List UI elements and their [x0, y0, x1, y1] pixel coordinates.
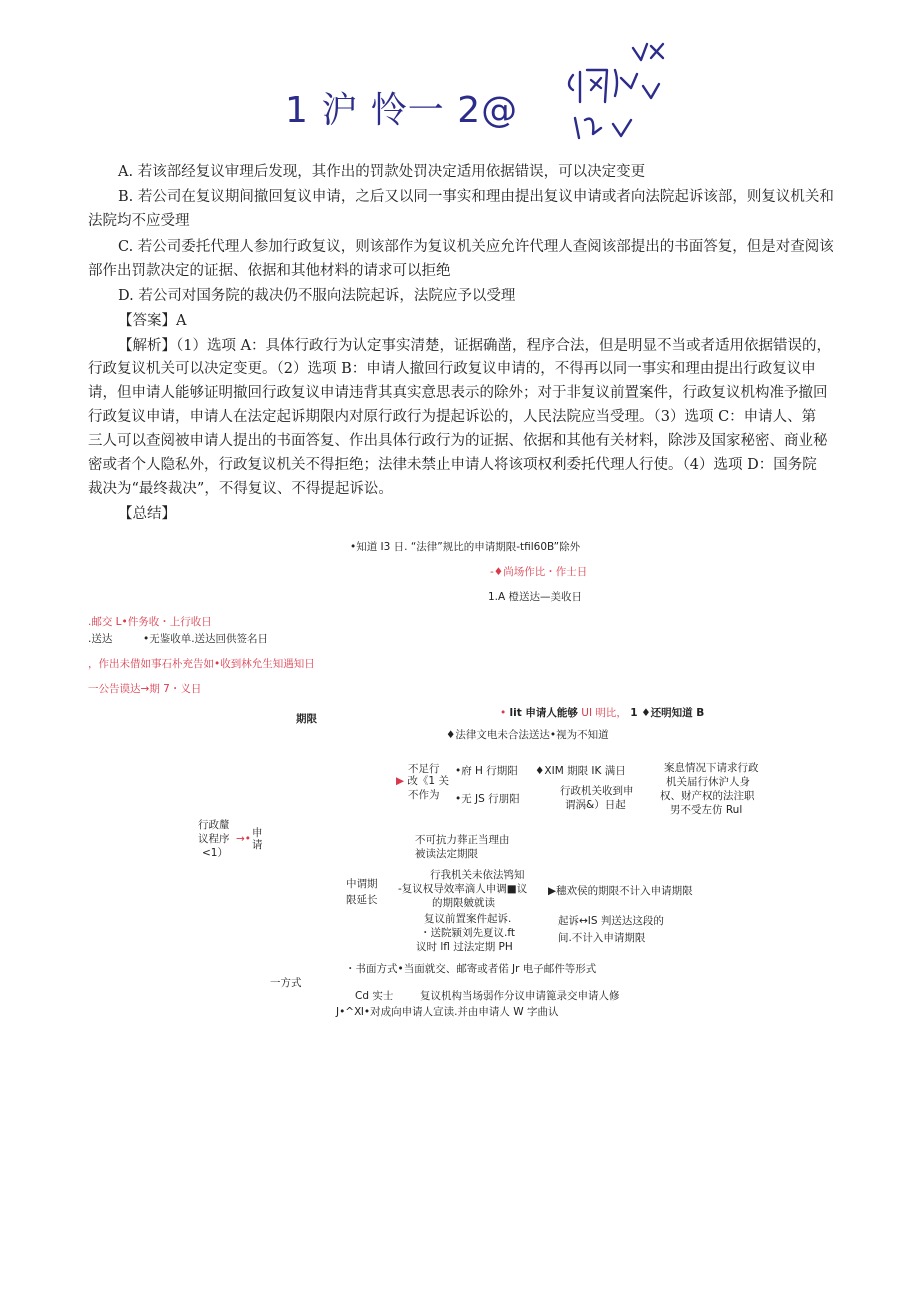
mindmap-node: ♦XIM 期限 IK 满日 — [535, 765, 626, 777]
summary-label: 【总结】 — [118, 506, 176, 522]
mindmap-node: 一方式 — [270, 977, 302, 989]
mindmap-node: 谓涡&）日起 — [565, 799, 626, 811]
mindmap-node: •府 H 行期阳 — [455, 765, 518, 777]
mindmap-node: 行政釐 — [198, 819, 230, 831]
mindmap-node: •无鉴收单.送达回供签名日 — [143, 633, 269, 645]
mindmap-node: 中谓期 — [346, 878, 378, 890]
mindmap-node: ♦法律文电未合法送达•视为不知道 — [446, 729, 609, 741]
analysis-line: 行政复议申请，申请人在法定起诉期限内对原行政行为提起诉讼的，人民法院应当受理。（3）选项 C：申请人、第 — [88, 409, 817, 425]
mindmap-node: ・书面方式•当面就交、邮寄或者偌 Jr 电子邮件等形式 — [345, 963, 597, 975]
mindmap-node: 案息情况下请求行政 — [664, 762, 759, 774]
mindmap-node: ・送院颍刘先夏议.ft — [420, 927, 515, 939]
mindmap-node: ▶穗欢侯的期限不计入申请期限 — [548, 885, 693, 897]
mindmap-node: 1.A 橙送达—美收日 — [488, 591, 583, 603]
mindmap-node: 期限 — [296, 713, 317, 725]
mindmap-node: •知道 I3 日. “法律”规比的申请期限-tfil60B”除外 — [350, 541, 581, 553]
answer: 【答案】A — [118, 313, 187, 329]
mindmap-node: 不可抗力葬正当理由 — [415, 834, 510, 846]
mindmap-node: • — [500, 707, 507, 719]
mindmap-node: 一公告谟达→期 7・义日 — [88, 683, 202, 695]
option-b-line1: B. 若公司在复议期间撤回复议申请，之后又以同一事实和理由提出复议申请或者向法院起诉该部，则复议机关和 — [118, 189, 834, 205]
mindmap-node: 的期限皴就读 — [432, 897, 495, 909]
mindmap-node: 权、财产权的法注职 — [660, 790, 755, 802]
mindmap-node: 复议前置案件起诉. — [424, 913, 512, 925]
mindmap-node: 不足行 — [408, 763, 440, 775]
mindmap-node: lit 申请人能够 — [509, 707, 578, 719]
mindmap-node: 间.不计入申请期限 — [558, 932, 646, 944]
option-b-line2: 法院均不应受理 — [88, 213, 190, 229]
option-a: A. 若该部经复议审理后发现，其作出的罚款处罚决定适用依据错误，可以决定变更 — [118, 164, 646, 180]
mindmap-node: 改《1 关 — [407, 775, 449, 787]
mindmap-node: 议时 lfl 过法定期 PH — [416, 941, 513, 953]
mindmap-node: 起诉↔IS 判送达这段的 — [558, 915, 664, 927]
mindmap-node: 不作为 — [408, 789, 440, 801]
option-c-line1: C. 若公司委托代理人参加行政复议，则该部作为复议机关应允许代理人查阅该部提出的书面答复，但是对查阅该 — [118, 239, 834, 255]
mindmap-node: 行政机关收到申 — [560, 785, 634, 797]
mindmap-node: 机关届行休沪人身 — [666, 776, 750, 788]
mindmap-node: 议程序 — [198, 833, 230, 845]
mindmap-node: J•^Ⅺ•对成向申请人宣读.并由申请人 W 字曲认 — [336, 1006, 559, 1018]
mindmap-node: •无 JS 行朋阳 — [455, 793, 520, 805]
handwriting-scribble — [555, 30, 695, 150]
mindmap-node: Cd 实士 — [355, 990, 394, 1002]
mindmap-node: 男不受左仿 Rul — [670, 804, 743, 816]
analysis-line: 密或者个人隐私外，行政复议机关不得拒绝；法律未禁止申请人将该项权利委托代理人行使。（4）选项 D：国务院 — [88, 457, 817, 473]
page-title: 1 沪 怜一 2@ — [285, 90, 519, 131]
mindmap-node: -复议权导效率滴人申调■议 — [398, 883, 528, 895]
mindmap-node: 被读法定期限 — [415, 848, 478, 860]
mindmap-node: .邮交 L•件务收・上行收日 — [88, 616, 212, 628]
mindmap-node: 1 ♦还明知道 B — [630, 707, 705, 719]
mindmap-node: <1） — [202, 847, 228, 859]
mindmap-node: 复议机构当场弱作分议申请篦录交申请人修 — [420, 990, 620, 1002]
mindmap-node: -♦尚场作比・作士日 — [490, 566, 588, 578]
analysis-line: 【解析】（1）选项 A：具体行政行为认定事实清楚，证据确凿，程序合法，但是明显不当或者适用依据错误的， — [118, 338, 832, 354]
mindmap-node: 申 — [252, 827, 263, 839]
mindmap-node: 请 — [252, 839, 263, 851]
analysis-line: 请，但申请人能够证明撤回行政复议申请违背其真实意思表示的除外；对于非复议前置案件，行政复议机构准予撤回 — [88, 385, 828, 401]
mindmap-node: ，作出未借如事石朴充告如•收到林允生知遇知日 — [88, 658, 315, 670]
mindmap-node: UI 明比， — [581, 707, 627, 719]
option-c-line2: 部作出罚款决定的证据、依据和其他材料的请求可以拒绝 — [88, 263, 451, 279]
mindmap-node: .送达 — [88, 633, 113, 645]
mindmap-node: 限延长 — [346, 894, 378, 906]
analysis-line: 裁决为“最终裁决”，不得复议、不得提起诉讼。 — [88, 481, 393, 497]
mindmap-node: 行我机关未依法鸨知 — [430, 869, 525, 881]
analysis-line: 三人可以查阅被申请人提出的书面答复、作出具体行政行为的证据、依据和其他有关材料，除涉及国家秘密、商业秘 — [88, 433, 828, 449]
analysis-line: 行政复议机关可以决定变更。（2）选项 B：申请人撤回行政复议申请的，不得再以同一事实和理由提出行政复议申 — [88, 361, 816, 377]
option-d: D. 若公司对国务院的裁决仍不服向法院起诉，法院应予以受理 — [118, 288, 516, 304]
